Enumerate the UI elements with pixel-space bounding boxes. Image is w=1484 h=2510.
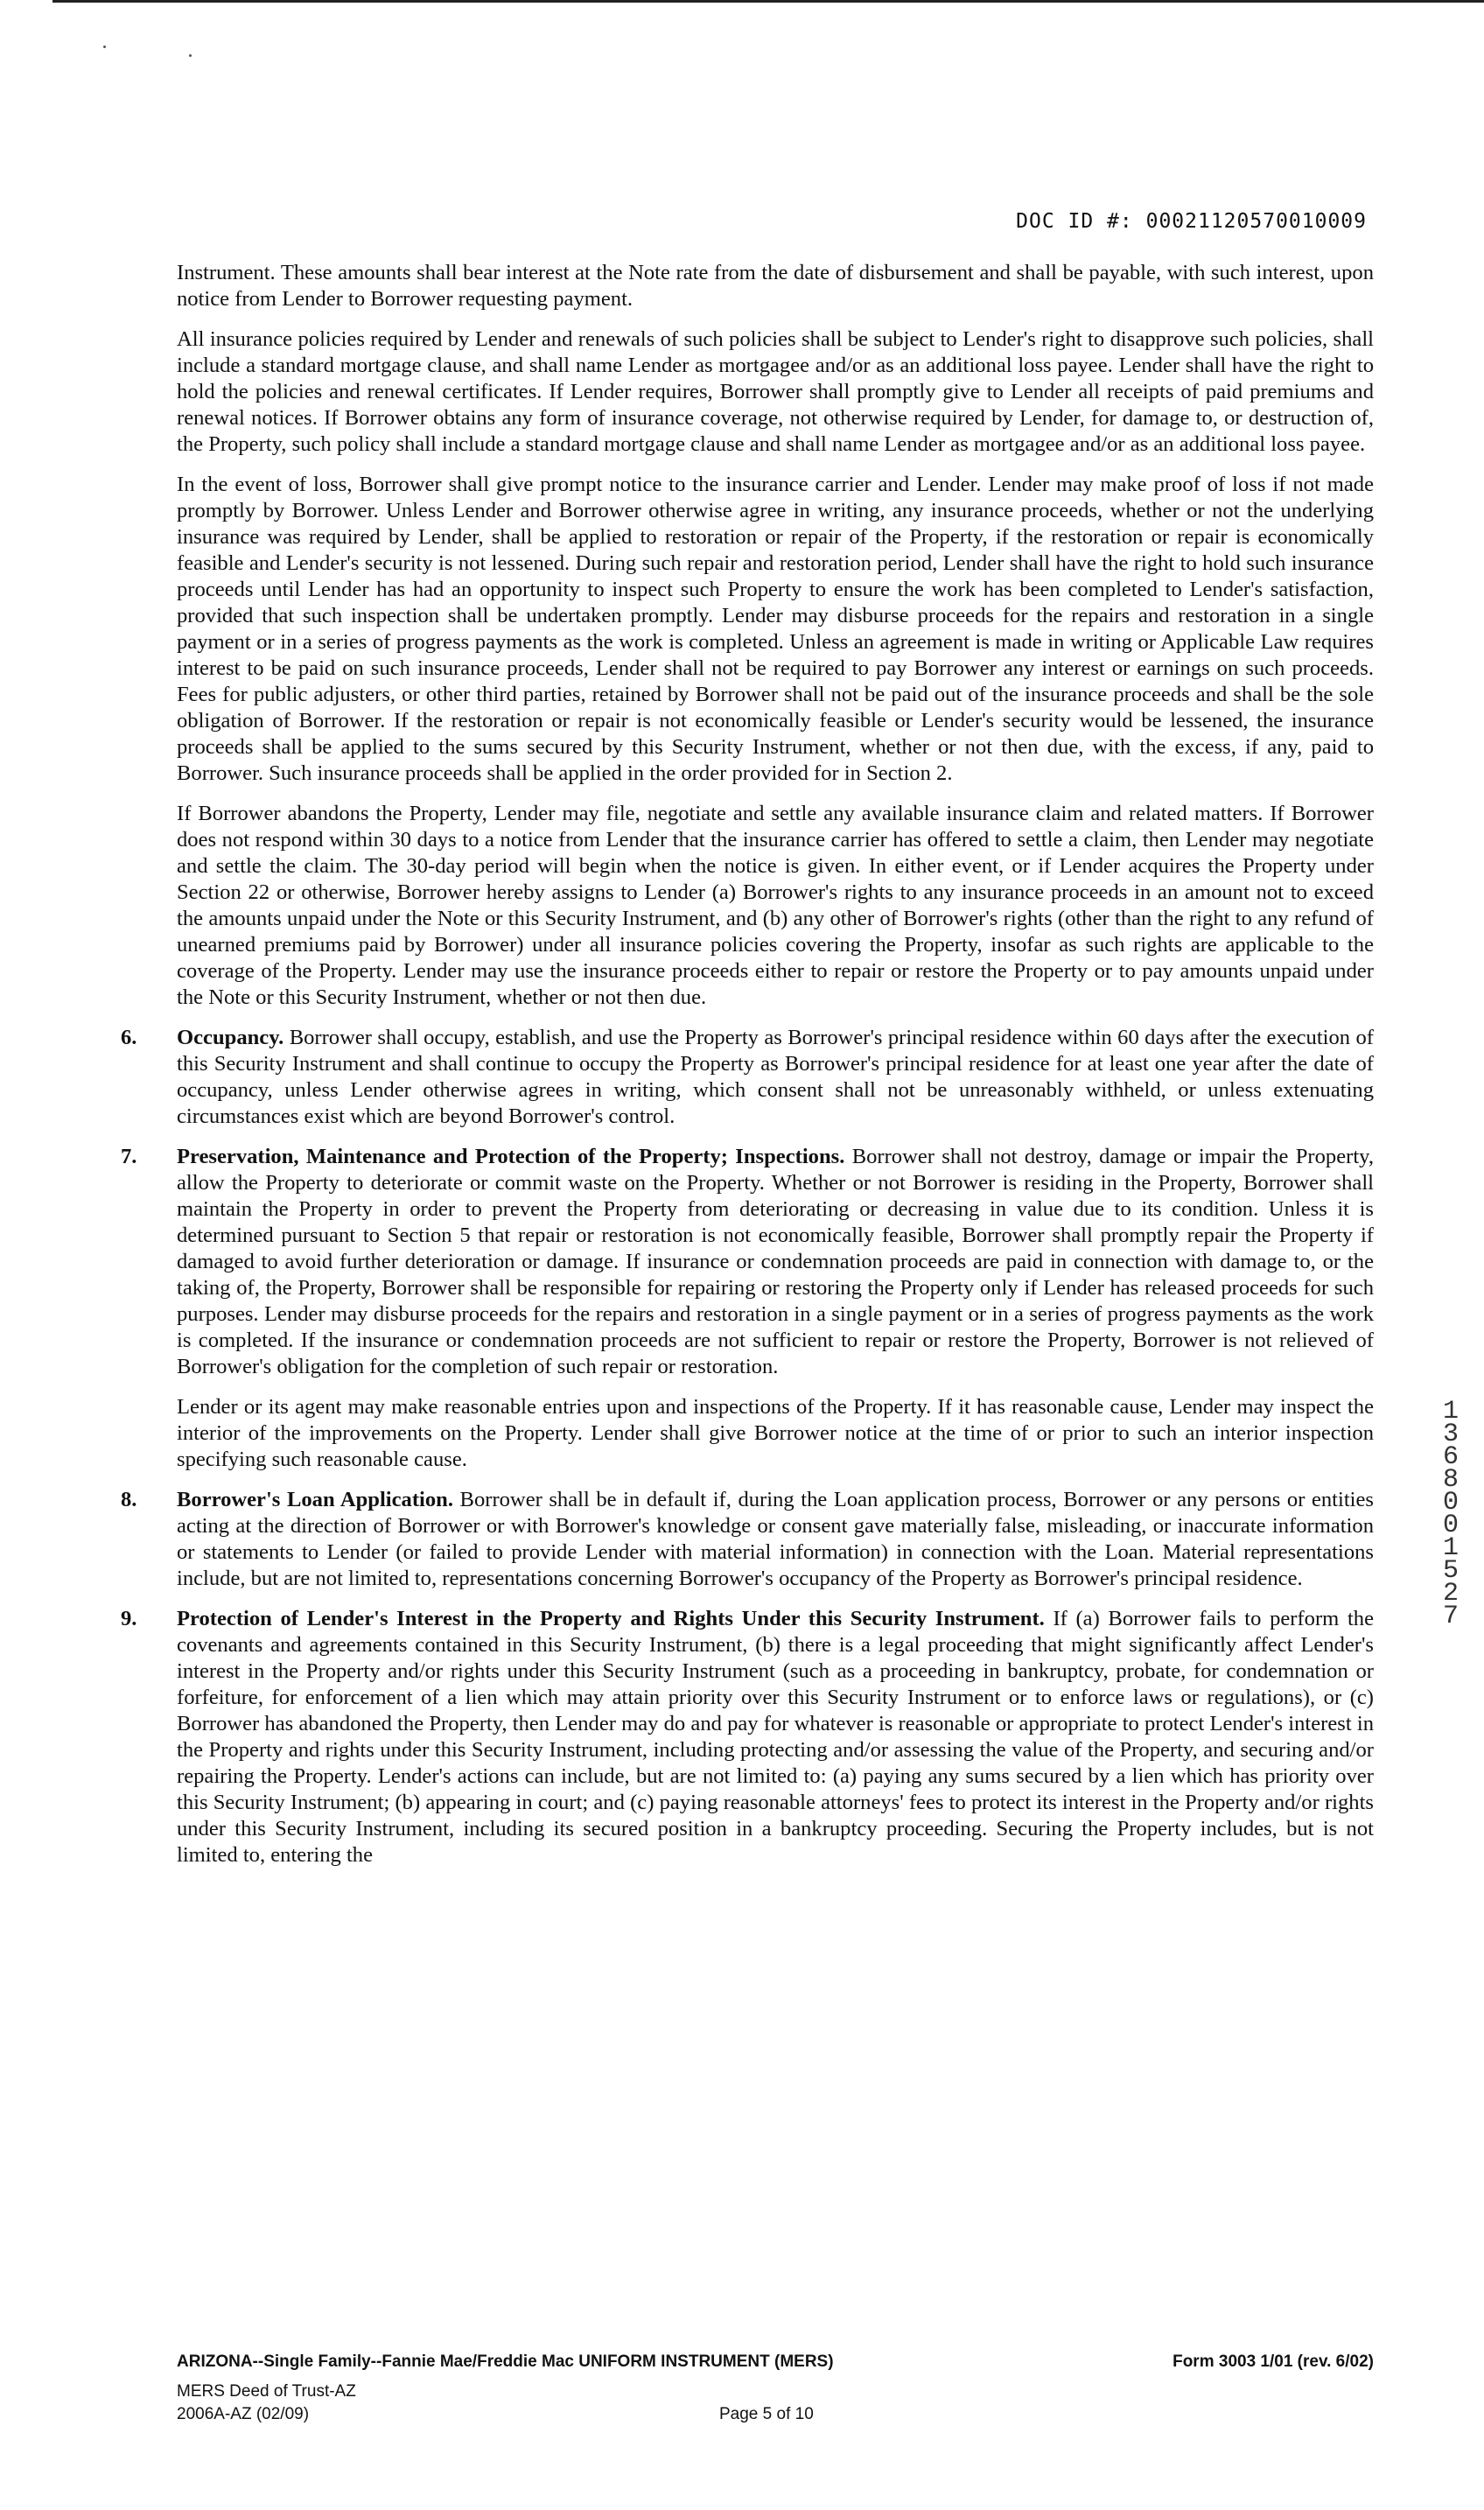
paragraph: If Borrower abandons the Property, Lender may file, negotiate and settle any available insurance claim and related matters. If Borrower does not respond within 30 days to a notice from Lender that the insurance carrier has offered to settle a claim, then Lender may negotiate and settle the claim. The 30-day period will begin when the notice is given. In either event, or if Lender acquires the Property under Section 22 or otherwise, Borrower hereby assigns to Lender (a) Borrower's rights to any insurance proceeds in an amount not to exceed the amounts unpaid under the Note or this Security Instrument, and (b) any other of Borrower's rights (other than the right to any refund of unearned premiums paid by Borrower) under all insurance policies covering the Property, insofar as such rights are applicable to the coverage of the Property. Lender may use the insurance proceeds either to repair or restore the Property or to pay amounts unpaid under the Note or this Security Instrument, whether or not then due. [177,802,1374,1009]
footer-row-form [177,2352,1374,2372]
page-number: Page 5 of 10 [719,2405,814,2423]
section-number: 8. [121,1488,137,1511]
stamp-char: 1 [1442,1397,1459,1427]
section-heading: Protection of Lender's Interest in the Property and Rights Under this Security Instrument. [177,1607,1045,1630]
stamp-char: 0 [1442,1488,1459,1518]
document-body [121,260,1375,1882]
stamp-char: 6 [1442,1442,1459,1472]
paragraph: In the event of loss, Borrower shall give prompt notice to the insurance carrier and Lender. Lender may make proof of loss if not made promptly by Borrower. Unless Lender and Borrower otherwise agree in writing, any insurance proceeds, whether or not the underlying insurance was required by Lender, shall be applied to restoration or repair of the Property, if the restoration or repair is economically feasible and Lender's security is not lessened. During such repair and restoration period, Lender shall have the right to hold such insurance proceeds until Lender has had an opportunity to inspect such Property to ensure the work has been completed to Lender's satisfaction, provided that such inspection shall be undertaken promptly. Lender may disburse proceeds for the repairs and restoration in a single payment or in a series of progress payments as the work is completed. Unless an agreement is made in writing or Applicable Law requires interest to be paid on such insurance proceeds, Lender shall not be required to pay Borrower any interest or earnings on such proceeds. Fees for public adjusters, or other third parties, retained by Borrower shall not be paid out of the insurance proceeds and shall be the sole obligation of Borrower. If the restoration or repair is not economically feasible or Lender's security would be lessened, the insurance proceeds shall be applied to the sums secured by this Security Instrument, whether or not then due, with the excess, if any, paid to Borrower. Such insurance proceeds shall be applied in the order provided for in Section 2. [177,473,1374,785]
page-footer [177,2352,1374,2424]
section-heading: Occupancy. [177,1026,284,1049]
section-body: Borrower shall occupy, establish, and use the Property as Borrower's principal residence within 60 days after the execution of this Security Instrument and shall continue to occupy the Property as Borrower's principal residence for at least one year after the date of occupancy, unless Lender otherwise agrees in writing, which consent shall not be unreasonably withheld, or unless extenuating circumstances exist which are beyond Borrower's control. [177,1026,1374,1128]
doc-id: DOC ID #: 00021120570010009 [1016,210,1367,233]
section-text [177,1487,1374,1592]
section-heading: Borrower's Loan Application. [177,1488,453,1511]
scan-speck [103,46,106,48]
form-code: 2006A-AZ (02/09) [177,2405,310,2423]
top-edge-rule [52,0,1484,3]
section-text [177,1606,1374,1868]
footer-row-page [177,2405,1374,2424]
section-extra-paragraph: Lender or its agent may make reasonable entries upon and inspections of the Property. If it has reasonable cause, Lender may inspect the interior of the improvements on the Property. Lender shall give Borrower notice at the time of or prior to such an interior inspection specifying such reasonable cause. [177,1395,1374,1471]
stamp-char: 7 [1442,1602,1459,1631]
stamp-char: 2 [1442,1579,1459,1609]
section-number: 9. [121,1607,137,1630]
section-text [177,1025,1374,1130]
stamp-char: 0 [1442,1511,1459,1540]
section-body: If (a) Borrower fails to perform the covenants and agreements contained in this Security Instrument, (b) there is a legal proceeding that might significantly affect Lender's interest in the Property and/or rights under this Security Instrument (such as a proceeding in bankruptcy, probate, for condemnation or forfeiture, for enforcement of a lien which may attain priority over this Security Instrument or to enforce laws or regulations), or (c) Borrower has abandoned the Property, then Lender may do and pay for whatever is reasonable or appropriate to protect Lender's interest in the Property and rights under this Security Instrument, including protecting and/or assessing the value of the Property, and securing and/or repairing the Property. Lender's actions can include, but are not limited to: (a) paying any sums secured by a lien which has priority over this Security Instrument; (b) appearing in court; and (c) paying reasonable attorneys' fees to protect its interest in the Property and/or rights under this Security Instrument, including its secured position in a bankruptcy proceeding. Securing the Property includes, but is not limited to, entering the [177,1607,1374,1867]
paragraph: Instrument. These amounts shall bear interest at the Note rate from the date of disbursement and shall be payable, with such interest, upon notice from Lender to Borrower requesting payment. [177,261,1374,311]
form-number: Form 3003 1/01 (rev. 6/02) [1172,2352,1374,2371]
scan-speck [189,54,192,57]
section-body: Borrower shall not destroy, damage or impair the Property, allow the Property to deteriorate or commit waste on the Property. Whether or not Borrower is residing in the Property, Borrower shall maintain the Property in order to prevent the Property from deteriorating or decreasing in value due to its condition. Unless it is determined pursuant to Section 5 that repair or restoration is not economically feasible, Borrower shall promptly repair the Property if damaged to avoid further deterioration or damage. If insurance or condemnation proceeds are paid in connection with damage to, or the taking of, the Property, Borrower shall be responsible for repairing or restoring the Property only if Lender has released proceeds for such purposes. Lender may disburse proceeds for the repairs and restoration in a single payment or in a series of progress payments as the work is completed. If the insurance or condemnation proceeds are not sufficient to repair or restore the Property, Borrower is not relieved of Borrower's obligation for the completion of such repair or restoration. [177,1145,1375,1378]
section-7 [121,1144,1374,1473]
section-heading: Preservation, Maintenance and Protection of the Property; Inspections. [177,1145,845,1168]
section-body: Borrower shall be in default if, during the Loan application process, Borrower or any persons or entities acting at the direction of Borrower or with Borrower's knowledge or consent gave materially false, misleading, or inaccurate information or statements to Lender (or failed to provide Lender with material information) in connection with the Loan. Material representations include, but are not limited to, representations concerning Borrower's occupancy of the Property as Borrower's principal residence. [177,1488,1374,1590]
section-number: 7. [121,1145,137,1168]
stamp-char: 8 [1442,1465,1459,1495]
section-text [177,1144,1374,1380]
section-9 [121,1606,1374,1868]
stamp-char: 5 [1442,1556,1459,1586]
doc-type: MERS Deed of Trust-AZ [177,2382,356,2401]
vertical-recording-number [1433,1397,1468,1631]
stamp-char: 1 [1442,1533,1459,1563]
form-title: ARIZONA--Single Family--Fannie Mae/Freddie Mac UNIFORM INSTRUMENT (MERS) [177,2352,834,2371]
section-6 [121,1025,1374,1130]
paragraph: All insurance policies required by Lender and renewals of such policies shall be subject to Lender's right to disapprove such policies, shall include a standard mortgage clause, and shall name Lender as mortgagee and/or as an additional loss payee. Lender shall have the right to hold the policies and renewal certificates. If Lender requires, Borrower shall promptly give to Lender all receipts of paid premiums and renewal notices. If Borrower obtains any form of insurance coverage, not otherwise required by Lender, for damage to, or destruction of, the Property, such policy shall include a standard mortgage clause and shall name Lender as mortgagee and/or as an additional loss payee. [177,327,1374,456]
section-number: 6. [121,1026,137,1049]
section-8 [121,1487,1374,1592]
stamp-char: 3 [1442,1420,1459,1449]
